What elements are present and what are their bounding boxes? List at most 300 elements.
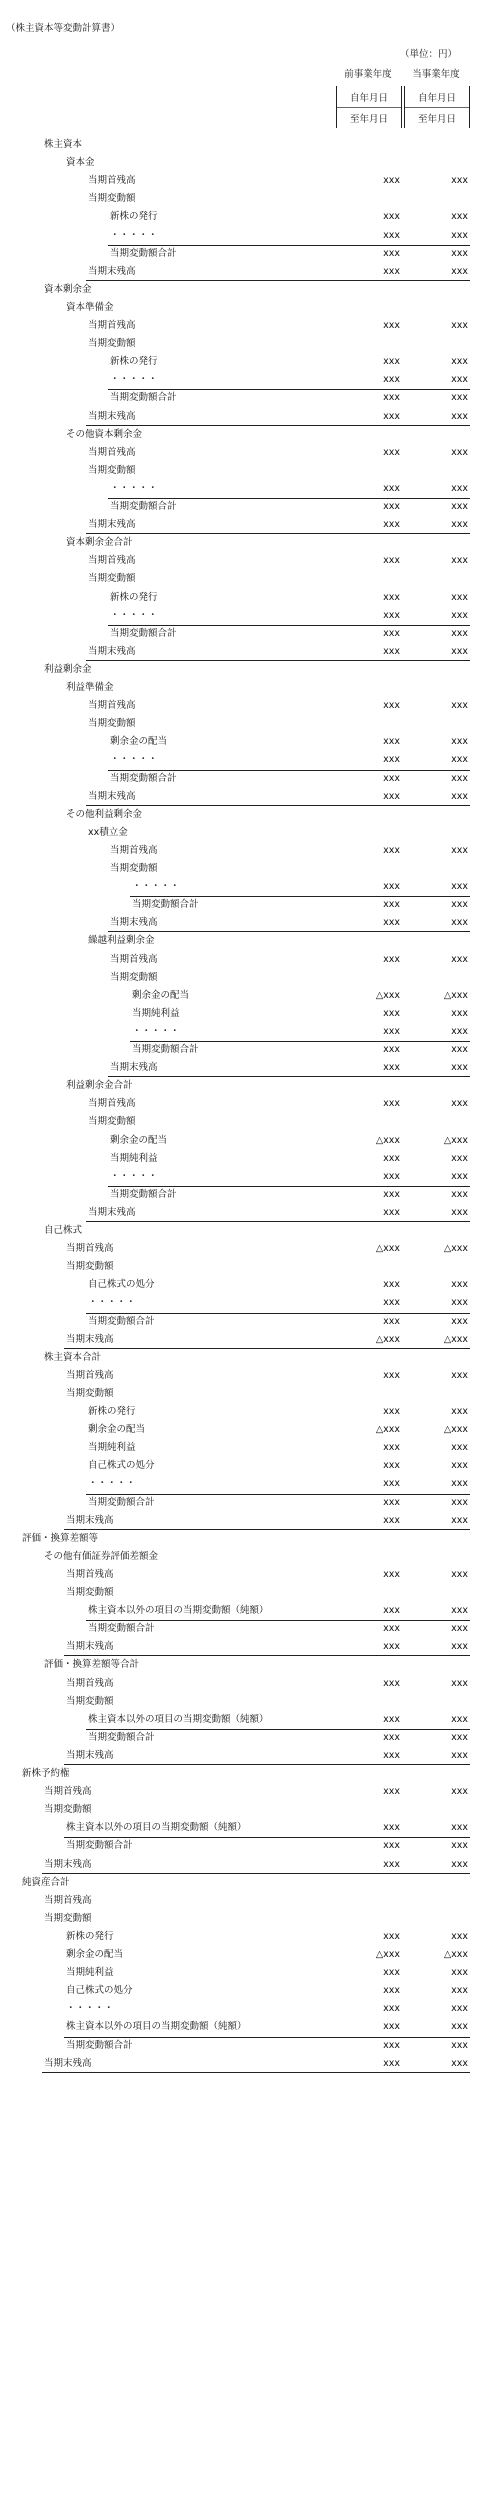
value-current-year: xxx [451, 1206, 468, 1218]
value-previous-year: xxx [383, 211, 400, 223]
value-current-year: xxx [451, 591, 468, 603]
table-row [0, 2037, 480, 2055]
value-current-year: xxx [451, 211, 468, 223]
value-previous-year: xxx [383, 1858, 400, 1870]
table-row [0, 896, 480, 914]
value-current-year: xxx [451, 1858, 468, 1870]
table-row [0, 1946, 480, 1964]
row-label: 当期純利益 [110, 1152, 158, 1164]
value-previous-year: xxx [383, 374, 400, 386]
value-previous-year: xxx [383, 247, 400, 259]
table-row [0, 552, 480, 570]
row-label: その他有価証券評価差額金 [44, 1550, 159, 1562]
value-current-year: xxx [451, 917, 468, 929]
row-label: 当期変動額合計 [110, 501, 177, 512]
table-row [0, 498, 480, 516]
value-previous-year: xxx [383, 356, 400, 368]
table-row [0, 2000, 480, 2018]
row-label: 当期変動額合計 [110, 392, 177, 404]
table-row [0, 1258, 480, 1276]
value-current-year: xxx [451, 501, 468, 512]
table-row [0, 1638, 480, 1656]
table-row [0, 751, 480, 769]
value-current-year: xxx [451, 953, 468, 965]
row-label: 新株の発行 [110, 591, 158, 603]
value-previous-year: xxx [383, 1044, 400, 1055]
row-label: 当期首残高 [110, 844, 158, 856]
value-previous-year: xxx [383, 1315, 400, 1327]
value-previous-year: xxx [383, 175, 400, 187]
value-previous-year: xxx [383, 1677, 400, 1689]
table-row [0, 389, 480, 407]
row-label: 当期末残高 [88, 790, 136, 802]
value-current-year: xxx [451, 1478, 468, 1490]
table-row [0, 1656, 480, 1674]
value-previous-year: xxx [383, 1985, 400, 1997]
row-label: 当期首残高 [88, 175, 136, 187]
value-previous-year: xxx [383, 1930, 400, 1942]
value-current-year: xxx [451, 2057, 468, 2069]
value-current-year: xxx [451, 1623, 468, 1635]
value-previous-year: xxx [383, 1442, 400, 1454]
row-label: 当期変動額 [110, 971, 158, 983]
row-label: 株主資本以外の項目の当期変動額（純額） [66, 1822, 247, 1834]
table-row [0, 1222, 480, 1240]
table-row [0, 1602, 480, 1620]
table-row [0, 1711, 480, 1729]
value-current-year: xxx [451, 790, 468, 802]
value-previous-year: △xxx [375, 1333, 400, 1345]
row-label: 当期変動額合計 [66, 2039, 133, 2051]
table-row [0, 1837, 480, 1855]
value-current-year: xxx [451, 1822, 468, 1834]
value-previous-year: xxx [383, 1478, 400, 1490]
value-current-year: xxx [451, 736, 468, 748]
value-previous-year: xxx [383, 555, 400, 567]
value-previous-year: xxx [383, 1840, 400, 1852]
value-current-year: xxx [451, 2039, 468, 2051]
subtotal-rule [86, 1494, 470, 1495]
value-current-year: xxx [451, 1062, 468, 1074]
row-label: 当期末残高 [110, 917, 158, 929]
table-row [0, 1150, 480, 1168]
row-label: 当期変動額 [88, 338, 136, 350]
value-current-year: xxx [451, 519, 468, 531]
row-label: ・・・・・ [88, 1478, 136, 1490]
value-previous-year: xxx [383, 700, 400, 712]
row-label: 当期変動額 [44, 1804, 92, 1816]
table-row [0, 1747, 480, 1765]
value-previous-year: xxx [383, 645, 400, 657]
column-header-previous-year: 前事業年度 [344, 69, 392, 80]
row-label: 当期純利益 [132, 1007, 180, 1019]
value-current-year: xxx [451, 772, 468, 784]
row-label: 当期純利益 [88, 1442, 136, 1454]
value-previous-year: xxx [383, 446, 400, 458]
row-label: その他資本剰余金 [66, 428, 143, 440]
row-label: 新株の発行 [110, 356, 158, 368]
row-label: 当期首残高 [66, 1243, 114, 1255]
table-row [0, 1421, 480, 1439]
table-row [0, 914, 480, 932]
table-row [0, 806, 480, 824]
value-current-year: xxx [451, 1152, 468, 1164]
row-label: 当期末残高 [88, 645, 136, 657]
value-previous-year: xxx [383, 320, 400, 331]
row-label: 当期変動額合計 [88, 1731, 155, 1743]
row-label: 剰余金の配当 [110, 736, 168, 748]
table-row [0, 190, 480, 208]
table-row [0, 1331, 480, 1349]
row-label: 当期末残高 [44, 1858, 92, 1870]
row-label: 当期首残高 [110, 953, 158, 965]
value-current-year: xxx [451, 320, 468, 331]
row-label: 当期変動額 [88, 718, 136, 730]
row-label: 当期末残高 [88, 265, 136, 277]
row-label: 資本剰余金 [44, 283, 92, 295]
subtotal-rule [130, 896, 470, 897]
value-previous-year: xxx [383, 1605, 400, 1617]
value-current-year: xxx [451, 1297, 468, 1309]
table-row [0, 335, 480, 353]
table-row [0, 842, 480, 860]
subtotal-rule [130, 1041, 470, 1042]
value-previous-year: xxx [383, 1098, 400, 1110]
value-current-year: xxx [451, 392, 468, 404]
row-label: ・・・・・ [88, 1297, 136, 1309]
row-label: 当期首残高 [66, 1369, 114, 1381]
table-row [0, 1675, 480, 1693]
row-label: その他利益剰余金 [66, 808, 143, 820]
table-row [0, 1548, 480, 1566]
value-previous-year: xxx [383, 609, 400, 621]
table-row [0, 951, 480, 969]
value-current-year: xxx [451, 446, 468, 458]
table-row [0, 1276, 480, 1294]
table-row [0, 1783, 480, 1801]
value-previous-year: △xxx [375, 1424, 400, 1436]
row-label: 当期首残高 [44, 1786, 92, 1798]
row-label: ・・・・・ [132, 1025, 180, 1037]
table-row [0, 1077, 480, 1095]
table-row [0, 353, 480, 371]
table-row [0, 1349, 480, 1367]
value-current-year: xxx [451, 1930, 468, 1942]
value-previous-year: xxx [383, 627, 400, 639]
table-row [0, 1168, 480, 1186]
table-row [0, 1856, 480, 1874]
table-row [0, 715, 480, 733]
row-label: ・・・・・ [110, 1170, 158, 1182]
row-label: 当期変動額 [66, 1587, 114, 1598]
value-previous-year: xxx [383, 1786, 400, 1798]
table-row [0, 1928, 480, 1946]
value-previous-year: xxx [383, 2039, 400, 2051]
value-current-year: xxx [451, 1786, 468, 1798]
subtotal-rule [108, 245, 470, 246]
value-current-year: △xxx [443, 1333, 468, 1345]
value-previous-year: xxx [383, 1406, 400, 1417]
value-previous-year: xxx [383, 772, 400, 784]
row-label: 評価・換算差額等合計 [44, 1659, 140, 1671]
table-row [0, 1186, 480, 1204]
value-current-year: △xxx [443, 1243, 468, 1255]
value-current-year: xxx [451, 1279, 468, 1291]
table-row [0, 1729, 480, 1747]
period-from-previous: 自年月日 [349, 93, 388, 104]
row-label: 当期変動額合計 [132, 1044, 199, 1055]
row-label: 当期変動額合計 [110, 1188, 177, 1200]
value-current-year: xxx [451, 1749, 468, 1761]
value-current-year: xxx [451, 410, 468, 422]
value-current-year: xxx [451, 2003, 468, 2015]
table-row [0, 1892, 480, 1910]
value-current-year: xxx [451, 1677, 468, 1689]
value-previous-year: xxx [383, 1170, 400, 1182]
row-label: 当期変動額合計 [132, 899, 199, 911]
table-row [0, 697, 480, 715]
row-label: 自己株式 [44, 1225, 83, 1236]
value-current-year: xxx [451, 1406, 468, 1417]
row-label: 利益準備金 [66, 682, 114, 693]
value-current-year: xxx [451, 1568, 468, 1580]
column-header-current-year: 当事業年度 [412, 69, 460, 80]
row-label: 当期末残高 [66, 1514, 114, 1526]
table-row [0, 770, 480, 788]
table-row [0, 589, 480, 607]
value-previous-year: △xxx [375, 1949, 400, 1960]
value-current-year: xxx [451, 247, 468, 259]
row-label: 当期変動額合計 [66, 1840, 133, 1852]
row-label: 利益剰余金合計 [66, 1080, 133, 1092]
value-previous-year: xxx [383, 844, 400, 856]
table-row [0, 1023, 480, 1041]
table-row [0, 1801, 480, 1819]
value-current-year: xxx [451, 1641, 468, 1653]
table-row [0, 1132, 480, 1150]
table-row [0, 1530, 480, 1548]
table-row [0, 1620, 480, 1638]
row-label: 株主資本合計 [44, 1351, 102, 1363]
table-row [0, 1512, 480, 1530]
value-current-year: xxx [451, 1985, 468, 1997]
value-current-year: xxx [451, 1025, 468, 1037]
value-previous-year: xxx [383, 881, 400, 893]
table-row [0, 1005, 480, 1023]
row-label: 剰余金の配当 [132, 989, 190, 1001]
table-row [0, 1313, 480, 1331]
table-row [0, 570, 480, 588]
table-row [0, 1874, 480, 1892]
table-row [0, 661, 480, 679]
subtotal-rule [64, 2037, 470, 2038]
row-label: 当期純利益 [66, 1967, 114, 1979]
value-previous-year: xxx [383, 754, 400, 766]
table-row [0, 679, 480, 697]
row-label: xx積立金 [88, 826, 128, 838]
value-previous-year: xxx [383, 2057, 400, 2069]
subtotal-rule [86, 1313, 470, 1314]
value-previous-year: xxx [383, 1496, 400, 1508]
value-previous-year: xxx [383, 1749, 400, 1761]
table-row [0, 480, 480, 498]
subtotal-rule [108, 1186, 470, 1187]
row-label: 繰越利益剰余金 [88, 935, 155, 947]
table-row [0, 281, 480, 299]
table-row [0, 1403, 480, 1421]
row-label: 当期変動額合計 [110, 627, 177, 639]
row-label: 当期首残高 [44, 1894, 92, 1906]
value-previous-year: xxx [383, 736, 400, 748]
value-previous-year: xxx [383, 917, 400, 929]
table-row [0, 408, 480, 426]
table-row [0, 1439, 480, 1457]
row-label: 資本剰余金合計 [66, 537, 133, 549]
row-label: ・・・・・ [110, 754, 158, 766]
row-label: 利益剰余金 [44, 663, 92, 675]
value-current-year: xxx [451, 700, 468, 712]
value-previous-year: xxx [383, 501, 400, 512]
value-current-year: △xxx [443, 1134, 468, 1146]
value-previous-year: xxx [383, 1025, 400, 1037]
value-previous-year: xxx [383, 1822, 400, 1834]
value-previous-year: xxx [383, 265, 400, 277]
row-label: 新株の発行 [66, 1930, 114, 1942]
value-current-year: xxx [451, 1098, 468, 1110]
table-row [0, 172, 480, 190]
row-label: 当期変動額 [88, 1116, 136, 1128]
table-row [0, 1059, 480, 1077]
table-row [0, 1964, 480, 1982]
table-row [0, 1765, 480, 1783]
row-label: 新株の発行 [110, 211, 158, 223]
table-row [0, 1095, 480, 1113]
table-row [0, 1910, 480, 1928]
table-row [0, 245, 480, 263]
row-label: 剰余金の配当 [66, 1949, 124, 1960]
table-row [0, 1457, 480, 1475]
table-row [0, 607, 480, 625]
value-current-year: xxx [451, 229, 468, 241]
value-previous-year: xxx [383, 1369, 400, 1381]
row-label: 株主資本 [44, 139, 83, 150]
value-previous-year: xxx [383, 1641, 400, 1653]
period-from-current: 自年月日 [417, 93, 456, 104]
table-row [0, 1367, 480, 1385]
row-label: 当期首残高 [66, 1677, 114, 1689]
row-label: 当期変動額 [66, 1387, 114, 1399]
table-row [0, 154, 480, 172]
row-label: 当期変動額 [88, 573, 136, 585]
row-label: 自己株式の処分 [88, 1279, 155, 1291]
table-row [0, 534, 480, 552]
value-current-year: xxx [451, 2021, 468, 2033]
value-previous-year: △xxx [375, 1243, 400, 1255]
value-previous-year: xxx [383, 1062, 400, 1074]
value-current-year: xxx [451, 844, 468, 856]
table-row [0, 1240, 480, 1258]
row-label: 当期変動額 [88, 464, 136, 476]
value-current-year: △xxx [443, 1949, 468, 1960]
value-previous-year: xxx [383, 1206, 400, 1218]
row-label: ・・・・・ [110, 229, 158, 241]
value-current-year: xxx [451, 1442, 468, 1454]
table-row [0, 1566, 480, 1584]
row-label: 剰余金の配当 [88, 1424, 146, 1436]
row-label: 評価・換算差額等 [22, 1532, 99, 1544]
value-previous-year: △xxx [375, 989, 400, 1001]
table-row [0, 227, 480, 245]
table-row [0, 1494, 480, 1512]
row-label: 当期変動額 [44, 1912, 92, 1924]
row-label: 当期末残高 [66, 1749, 114, 1761]
table-row [0, 516, 480, 534]
table-row [0, 788, 480, 806]
value-previous-year: xxx [383, 2021, 400, 2033]
value-current-year: xxx [451, 609, 468, 621]
subtotal-rule [108, 389, 470, 390]
table-row [0, 263, 480, 281]
row-label: 当期首残高 [88, 555, 136, 567]
row-label: ・・・・・ [110, 609, 158, 621]
value-current-year: xxx [451, 1369, 468, 1381]
row-label: 剰余金の配当 [110, 1134, 168, 1146]
row-label: 当期変動額合計 [88, 1496, 155, 1508]
table-row [0, 2018, 480, 2036]
table-row [0, 444, 480, 462]
row-label: 自己株式の処分 [88, 1460, 155, 1472]
value-current-year: xxx [451, 1605, 468, 1617]
value-previous-year: xxx [383, 1514, 400, 1526]
value-current-year: xxx [451, 627, 468, 639]
value-current-year: xxx [451, 265, 468, 277]
table-row [0, 208, 480, 226]
value-current-year: xxx [451, 175, 468, 187]
row-label: 株主資本以外の項目の当期変動額（純額） [88, 1605, 269, 1617]
value-current-year: △xxx [443, 989, 468, 1001]
table-row [0, 643, 480, 661]
row-label: 当期首残高 [88, 700, 136, 712]
row-label: 資本準備金 [66, 301, 114, 313]
table-row [0, 1041, 480, 1059]
value-previous-year: xxx [383, 410, 400, 422]
table-row [0, 733, 480, 751]
row-label: 当期末残高 [110, 1062, 158, 1074]
table-row [0, 462, 480, 480]
row-label: ・・・・・ [110, 374, 158, 386]
value-current-year: xxx [451, 374, 468, 386]
table-row [0, 1982, 480, 2000]
table-row [0, 969, 480, 987]
value-previous-year: xxx [383, 953, 400, 965]
table-row [0, 1693, 480, 1711]
value-previous-year: xxx [383, 1731, 400, 1743]
unit-label: （単位：円） [400, 49, 458, 60]
row-label: 純資産合計 [22, 1876, 70, 1888]
table-row [0, 878, 480, 896]
value-current-year: xxx [451, 1496, 468, 1508]
value-current-year: xxx [451, 899, 468, 911]
row-label: ・・・・・ [66, 2003, 114, 2015]
row-label: 当期変動額 [110, 863, 158, 874]
subtotal-rule [108, 625, 470, 626]
row-label: ・・・・・ [110, 482, 158, 494]
value-previous-year: xxx [383, 392, 400, 404]
table-row [0, 426, 480, 444]
value-current-year: xxx [451, 1840, 468, 1852]
row-label: 当期首残高 [88, 320, 136, 331]
row-label: 当期変動額合計 [88, 1315, 155, 1327]
